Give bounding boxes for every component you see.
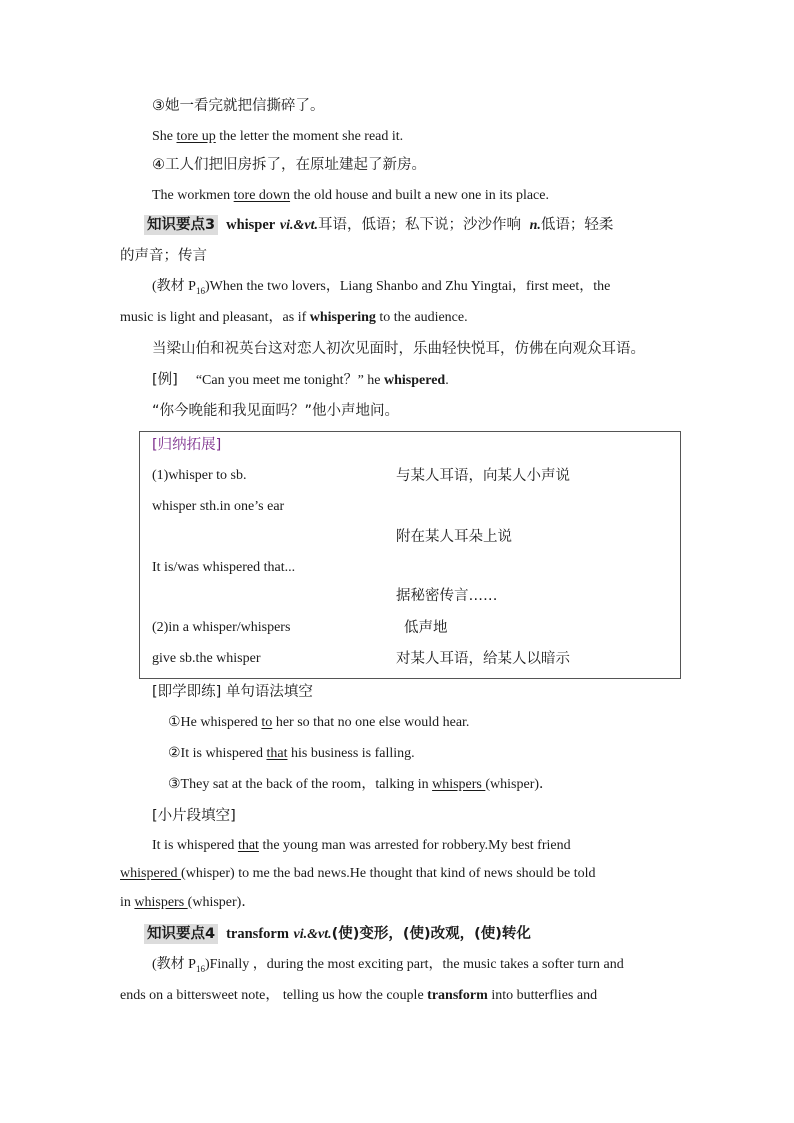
answer-blank: whispers	[134, 895, 188, 910]
definition: 耳语，低语；私下说；沙沙作响	[317, 217, 521, 233]
text-span: ③They sat at the back of the room，talking in	[168, 777, 433, 792]
textbook-quote-line-2	[120, 308, 468, 328]
text-span: (教材 P	[152, 279, 196, 294]
answer-blank: that	[237, 838, 259, 853]
summary-row-zh: 低声地	[404, 620, 448, 636]
text-span: ends on a bittersweet note， telling us how the couple	[120, 988, 428, 1003]
practice-question-2	[168, 744, 415, 764]
text-span: into butterflies and	[487, 988, 598, 1003]
paragraph-fill-line-2	[120, 864, 596, 884]
text-span: ②It is whispered	[168, 746, 267, 761]
knowledge-point-3-heading	[144, 215, 613, 236]
part-of-speech: vi.&vt.	[279, 218, 318, 233]
summary-row-zh: 与某人耳语，向某人小声说	[396, 468, 570, 484]
text-span: It is whispered	[152, 838, 238, 853]
example-sentence-zh-3: ③她一看完就把信撕碎了。	[152, 98, 325, 114]
text-span: the young man was arrested for robbery.My best friend	[258, 838, 571, 853]
summary-row-en: whisper sth.in one’s ear	[152, 499, 285, 514]
example-line	[152, 370, 449, 391]
text-span: to the audience.	[375, 310, 468, 325]
paragraph-fill-line-1	[152, 836, 571, 856]
part-of-speech: vi.&vt.	[293, 927, 332, 942]
definition-continued: 的声音；传言	[120, 248, 207, 264]
example-translation: “你今晚能和我见面吗？”他小声地问。	[152, 403, 400, 419]
text-span: ①He whispered	[168, 715, 262, 730]
text-span: his business is falling.	[287, 746, 415, 761]
keyword: whisper	[226, 217, 276, 233]
summary-box-title: [归纳拓展]	[152, 437, 222, 453]
text-span: the old house and built a new one in its place.	[290, 188, 549, 203]
text-span: )Finally ，during the most exciting part，the music takes a softer turn and	[204, 957, 624, 972]
bold-keyword: transform	[427, 988, 488, 1003]
text-span: the letter the moment she read it.	[215, 129, 404, 144]
underlined-phrase: tore up	[176, 129, 216, 144]
summary-row-en: (1)whisper to sb.	[152, 468, 247, 483]
text-span: her so that no one else would hear.	[272, 715, 470, 730]
text-span: )When the two lovers，Liang Shanbo and Zhu Yingtai，first meet，the	[204, 279, 611, 294]
summary-row-en: (2)in a whisper/whispers	[152, 620, 291, 635]
practice-question-1	[168, 713, 469, 733]
paragraph-fill-line-3	[120, 893, 255, 913]
definition: (使)变形，(使)改观，(使)转化	[331, 926, 531, 942]
quote-translation: 当梁山伯和祝英台这对恋人初次见面时，乐曲轻快悦耳，仿佛在向观众耳语。	[152, 341, 645, 357]
example-sentence-en-4	[152, 186, 549, 206]
answer-blank: that	[266, 746, 288, 761]
summary-row-en: It is/was whispered that...	[152, 560, 296, 575]
text-span: “Can you meet me tonight？” he	[195, 373, 385, 388]
bold-keyword: whispered	[384, 373, 446, 388]
paragraph-fill-title: [小片段填空]	[152, 808, 236, 824]
answer-blank: whispered	[120, 866, 182, 881]
answer-blank: to	[261, 715, 273, 730]
textbook-quote-line-2	[120, 986, 597, 1006]
text-span: (whisper)．	[187, 895, 256, 910]
part-of-speech: n.	[529, 218, 541, 233]
text-span: in	[120, 895, 135, 910]
example-tag: [例]	[152, 372, 178, 388]
practice-question-3	[168, 775, 553, 795]
text-span: (whisper)．	[485, 777, 554, 792]
textbook-quote-line-1	[152, 277, 610, 301]
example-sentence-zh-4: ④工人们把旧房拆了，在原址建起了新房。	[152, 157, 426, 173]
text-span: .	[445, 373, 449, 388]
definition: 低语；轻柔	[540, 217, 614, 233]
knowledge-point-tag: 知识要点3	[144, 215, 218, 235]
text-span: (whisper) to me the bad news.He thought that kind of news should be told	[181, 866, 596, 881]
text-span: She	[152, 129, 177, 144]
example-sentence-en-3	[152, 127, 403, 147]
answer-blank: whispers	[432, 777, 486, 792]
summary-row-zh: 对某人耳语，给某人以暗示	[396, 651, 570, 667]
bold-keyword: whispering	[309, 310, 376, 325]
text-span: music is light and pleasant，as if	[120, 310, 310, 325]
text-span: The workmen	[152, 188, 234, 203]
textbook-quote-line-1	[152, 955, 624, 979]
knowledge-point-tag: 知识要点4	[144, 924, 218, 944]
practice-title: [即学即练] 单句语法填空	[152, 684, 313, 700]
knowledge-point-4-heading	[144, 924, 531, 945]
underlined-phrase: tore down	[233, 188, 291, 203]
text-span: (教材 P	[152, 957, 196, 972]
page-subscript: 16	[195, 285, 205, 296]
summary-row-zh: 据秘密传言……	[396, 588, 498, 604]
summary-row-en: give sb.the whisper	[152, 651, 261, 666]
keyword: transform	[226, 926, 289, 942]
page-subscript: 16	[195, 963, 205, 974]
summary-row-zh: 附在某人耳朵上说	[396, 529, 512, 545]
